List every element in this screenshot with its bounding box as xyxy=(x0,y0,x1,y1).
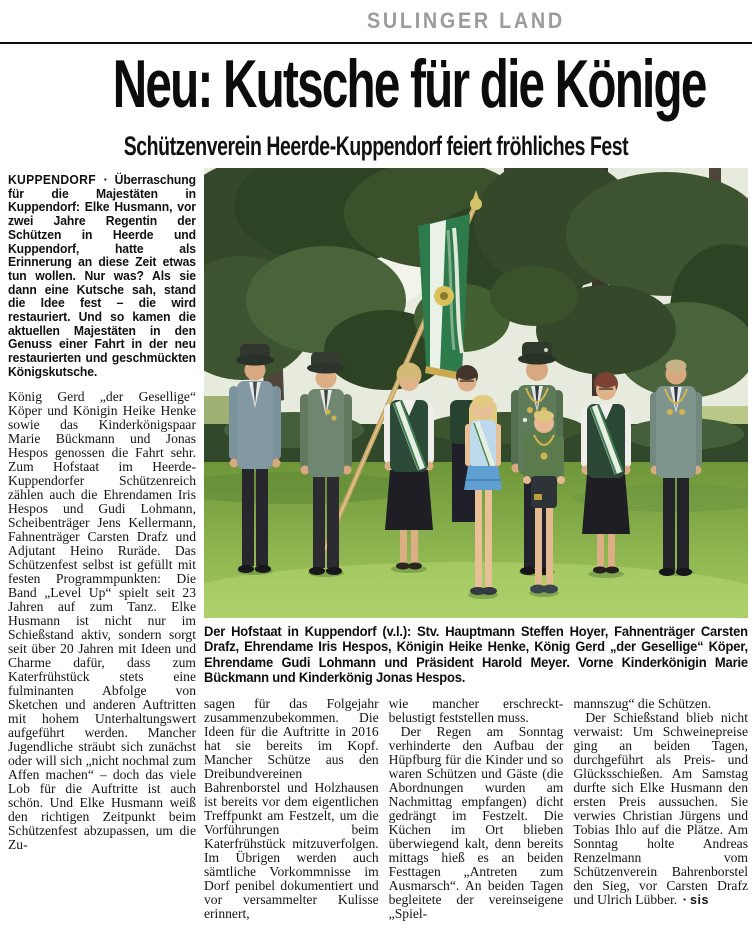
lead-column xyxy=(8,173,196,852)
column-1 xyxy=(204,697,379,921)
column-3 xyxy=(573,697,748,921)
column-1-paragraph: sagen für das Folgejahr zusammenzubekommen. Die Ideen für die Auftritte in 2016 hat sie bereits im Kopf. Mancher Schütze aus den Dreibundvereinen Bahrenborstel und Holzhausen ist bereits vor dem eigentlichen Treffpunkt am Festzelt, um die Vorführungen beim Katerfrühstück mitzuverfolgen. Im Übrigen werden auch sämtliche Vorkommnisse im Dorf penibel dokumentiert und vor versammelter Kulisse erinnert, xyxy=(204,696,379,921)
lead-paragraph xyxy=(8,173,196,379)
headline: Neu: Kutsche für die Könige xyxy=(112,46,706,122)
section-header xyxy=(180,8,752,34)
column-3-paragraph-1: mannszug“ die Schützen. xyxy=(573,696,712,711)
column-2-paragraph-2: Der Regen am Sonntag verhinderte den Aufbau der Hüpfburg für die Kinder und so waren Schützen und Gäste (die Abordnungen wurden am Nachmittag empfangen) dicht gedrängt im Festzelt. Die Küchen im Ort blieben überwiegend kalt, denn bereits mittags hieß es an beiden Festtagen „Antreten zum Ausmarsch“. An beiden Tagen begleitete der vereinseigene „Spiel- xyxy=(388,724,564,921)
body-paragraph-left: König Gerd „der Gesellige“ Köper und Königin Heike Henke sowie das Kinderkönigspaar Marie Bückmann und Jonas Hespos genossen die Fahrt sehr. Zum Hofstaat im Heerde-Kuppendorfer Schützenreich zählen auch die Ehrendamen Iris Hespos und Gudi Lohmann, Scheibenträger Jens Kellermann, Fahnenträger Carsten Drafz und Adjutant Heino Ruräde. Das Schützenfest selbst ist gefüllt mit festen Programmpunkten: Die Band „Level Up“ spielt seit 23 Jahren auf zum Tanz. Elke Husmann ist nicht nur im Schießstand aktiv, sondern sorgt seit über 20 Jahren mit Ideen und Charme dafür, dass zum Katerfrühstück stets eine fulminanten Abfolge von Sketchen und anderen Auftritten mit hohem Unterhaltungswert aufgeführt werden. Mancher Jugendliche sträubt sich zunächst oder will sich „nicht nochmal zum Affen machen“ – doch das viele Lob für die Auftritte ist auch schön. Und Elke Husmann weiß den richtigen Zeitpunkt beim Schützenfest abzupassen, um die Zu- xyxy=(8,388,196,852)
column-2-paragraph-1: wie mancher erschreckt-belustigt feststellen muss. xyxy=(388,696,564,725)
photo-caption: Der Hofstaat in Kuppendorf (v.l.): Stv. Hauptmann Steffen Hoyer, Fahnenträger Carsten Drafz, Ehrendame Iris Hespos, Königin Heike Henke, König Gerd „der Gesellige“ Köper, Ehrendame Gudi Lohmann und Präsident Harold Meyer. Vorne Kinderkönigin Marie Bückmann und Kinderkönig Jonas Hespos. xyxy=(204,624,748,686)
dateline: KUPPENDORF xyxy=(8,172,96,187)
column-3-paragraph-2 xyxy=(573,711,748,907)
article-columns xyxy=(204,697,748,921)
subheadline: Schützenverein Heerde-Kuppendorf feiert fröhliches Fest xyxy=(123,131,629,161)
dateline-bullet-icon: ▪ xyxy=(98,175,112,184)
column-2 xyxy=(389,697,564,921)
section-title: SULINGER LAND xyxy=(367,8,565,33)
signature-bullet-icon: ▪ xyxy=(683,895,687,904)
article-photo xyxy=(204,168,748,618)
column-3-text: Der Schießstand blieb nicht verwaist: Um Schweinepreise ging an beiden Tagen, durchgeführt als Preis- und Glücksschießen. Am Samstag durfte sich Elke Husmann den ersten Preis aussuchen. Sie verwies Christian Jürgens und Tobias Ihlo auf die Plätze. Am Sonntag holte Andreas Renzelmann vom Schützenverein Bahrenborstel den Sieg, vor Carsten Drafz und Ulrich Lübber. xyxy=(573,710,749,907)
author-signature: sis xyxy=(690,893,709,907)
divider-rule xyxy=(0,42,752,44)
lead-text: Überraschung für die Majestäten in Kuppendorf: Elke Husmann, vor zwei Jahre Regentin der Schützen in Heerde und Kuppendorf, hatte als Erinnerung an diese Zeit etwas tun wollen. Nur was? Als sie dann eine Kutsche sah, stand die Idee fest – die wird restauriert. Und so kamen die aktuellen Majestäten in den Genuss einer Fahrt in der neu restaurierten und geschmückten Königskutsche. xyxy=(8,172,196,379)
